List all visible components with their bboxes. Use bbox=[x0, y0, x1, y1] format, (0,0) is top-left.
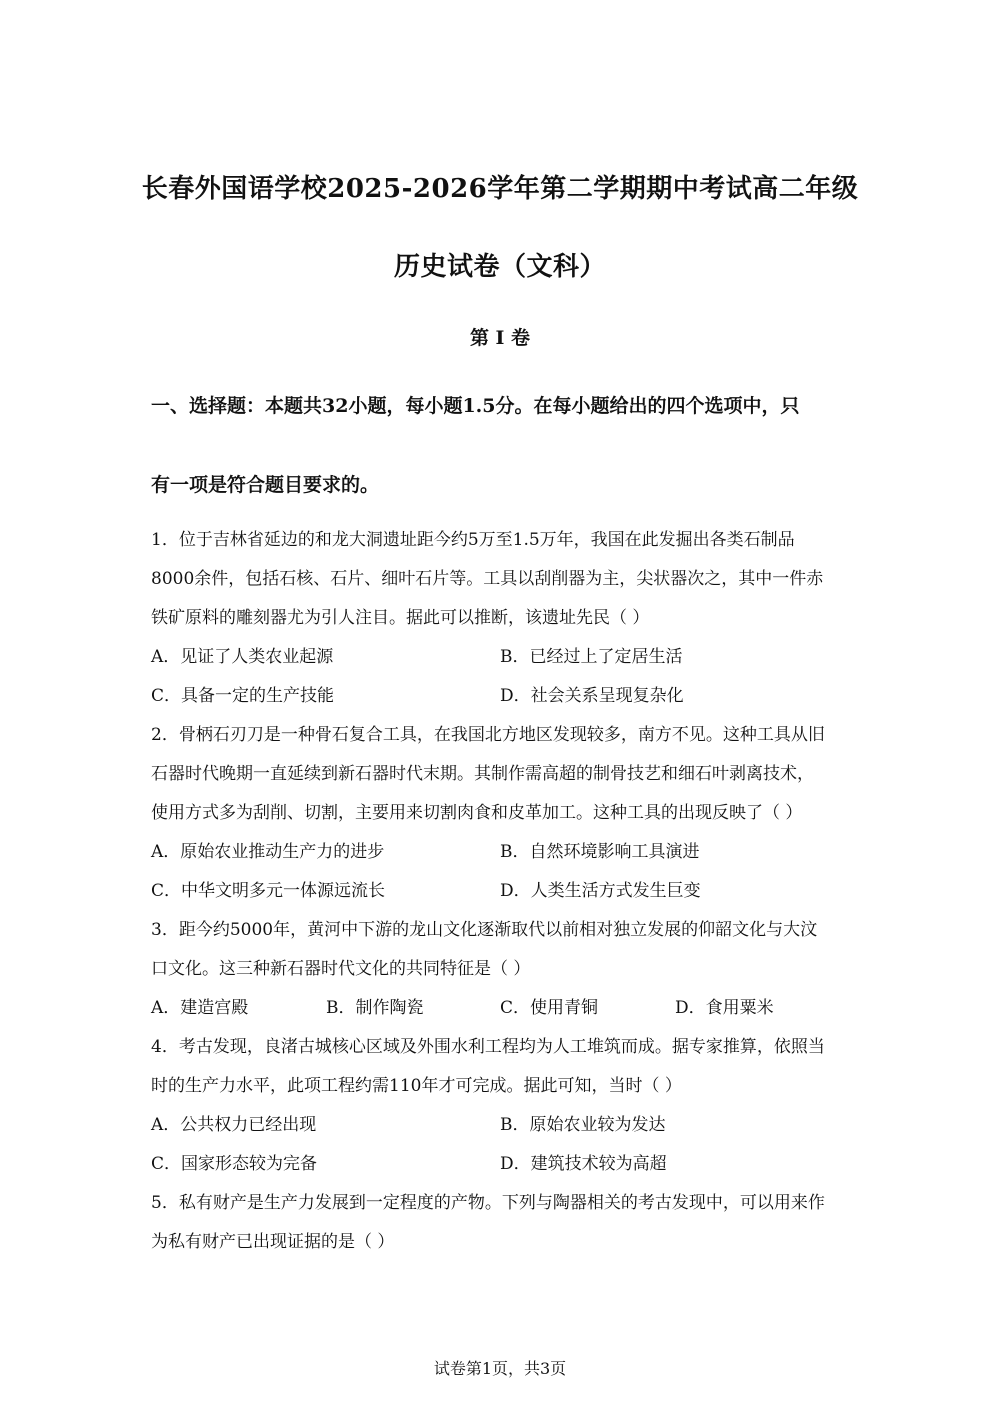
section-instructions-line2: 有一项是符合题目要求的。 bbox=[151, 474, 380, 496]
question-4-option-d: D．建筑技术较为高超 bbox=[500, 1154, 667, 1174]
question-5-stem-line1: 5．私有财产是生产力发展到一定程度的产物。下列与陶器相关的考古发现中，可以用来作 bbox=[151, 1193, 825, 1213]
question-3-stem-line1: 3．距今约5000年，黄河中下游的龙山文化逐渐取代以前相对独立发展的仰韶文化与大汶 bbox=[151, 920, 818, 940]
question-2-option-a: A．原始农业推动生产力的进步 bbox=[151, 842, 385, 862]
question-1-stem-line3: 铁矿原料的雕刻器尤为引人注目。据此可以推断，该遗址先民（ ） bbox=[151, 608, 650, 628]
exam-title-line2: 历史试卷（文科） bbox=[393, 252, 606, 282]
question-3-option-a: A．建造宫殿 bbox=[151, 998, 249, 1018]
question-4-option-c: C．国家形态较为完备 bbox=[151, 1154, 318, 1174]
question-3-option-b: B．制作陶瓷 bbox=[326, 998, 424, 1018]
question-2-stem-line1: 2．骨柄石刃刀是一种骨石复合工具，在我国北方地区发现较多，南方不见。这种工具从旧 bbox=[151, 725, 825, 745]
question-1-option-b: B．已经过上了定居生活 bbox=[500, 647, 683, 667]
exam-title-line1: 长春外国语学校2025-2026学年第二学期期中考试高二年级 bbox=[141, 174, 859, 204]
question-1-option-a: A．见证了人类农业起源 bbox=[151, 647, 334, 667]
question-5-stem-line2: 为私有财产已出现证据的是（ ） bbox=[151, 1232, 395, 1252]
question-1-option-d: D．社会关系呈现复杂化 bbox=[500, 686, 684, 706]
question-1-stem-line2: 8000余件，包括石核、石片、细叶石片等。工具以刮削器为主，尖状器次之，其中一件赤 bbox=[151, 569, 824, 589]
question-1-option-c: C．具备一定的生产技能 bbox=[151, 686, 335, 706]
question-2-stem-line3: 使用方式多为刮削、切割，主要用来切割肉食和皮革加工。这种工具的出现反映了（ ） bbox=[151, 803, 803, 823]
question-4-option-b: B．原始农业较为发达 bbox=[500, 1115, 666, 1135]
question-4-stem-line1: 4．考古发现，良渚古城核心区域及外围水利工程均为人工堆筑而成。据专家推算，依照当 bbox=[151, 1037, 825, 1057]
page-footer: 试卷第1页，共3页 bbox=[433, 1359, 567, 1378]
question-4-option-a: A．公共权力已经出现 bbox=[151, 1115, 317, 1135]
question-2-option-c: C．中华文明多元一体源远流长 bbox=[151, 881, 386, 901]
question-2-option-b: B．自然环境影响工具演进 bbox=[500, 842, 700, 862]
question-1-stem-line1: 1．位于吉林省延边的和龙大洞遗址距今约5万至1.5万年，我国在此发掘出各类石制品 bbox=[151, 530, 795, 550]
question-2-stem-line2: 石器时代晚期一直延续到新石器时代末期。其制作需高超的制骨技艺和细石叶剥离技术， bbox=[151, 764, 814, 784]
question-2-option-d: D．人类生活方式发生巨变 bbox=[500, 881, 701, 901]
question-3-stem-line2: 口文化。这三种新石器时代文化的共同特征是（ ） bbox=[151, 959, 531, 979]
volume-heading: 第 I 卷 bbox=[469, 327, 531, 349]
question-3-option-c: C．使用青铜 bbox=[500, 998, 599, 1018]
question-3-option-d: D．食用粟米 bbox=[675, 998, 774, 1018]
section-instructions-line1: 一、选择题：本题共32小题，每小题1.5分。在每小题给出的四个选项中，只 bbox=[151, 395, 800, 417]
question-4-stem-line2: 时的生产力水平，此项工程约需110年才可完成。据此可知，当时（ ） bbox=[151, 1076, 682, 1096]
